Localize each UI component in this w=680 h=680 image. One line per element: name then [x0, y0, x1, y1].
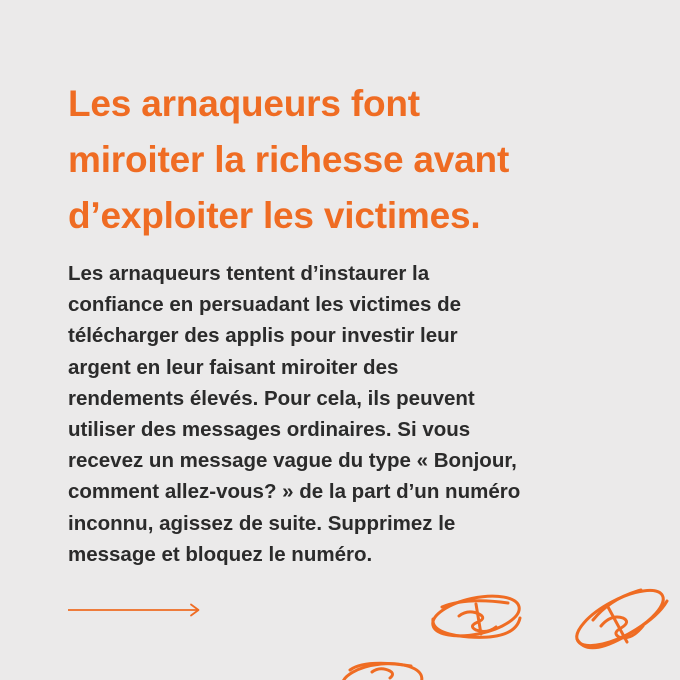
coin-icon: [569, 580, 671, 657]
headline: Les arnaqueurs font miroiter la richesse avant d’exploiter les victimes.: [68, 83, 510, 236]
body-text: Les arnaqueurs tentent d’instaurer la confiance en persuadant les victimes de télécharger des applis pour investir leur argent en leur faisant miroiter des rendements élevés. Pour cela, ils peuvent utiliser des messages ordinaires. Si vous recevez un message vague du type « Bonjour, comment allez-vous? » de la part d’un numéro inconnu, agissez de suite. Supprimez le message et bloquez le numéro.: [68, 262, 521, 566]
coins-icon: [320, 560, 680, 680]
arrow-right-icon: [68, 602, 202, 618]
coin-icon: [429, 589, 523, 643]
coin-icon: [340, 660, 423, 680]
